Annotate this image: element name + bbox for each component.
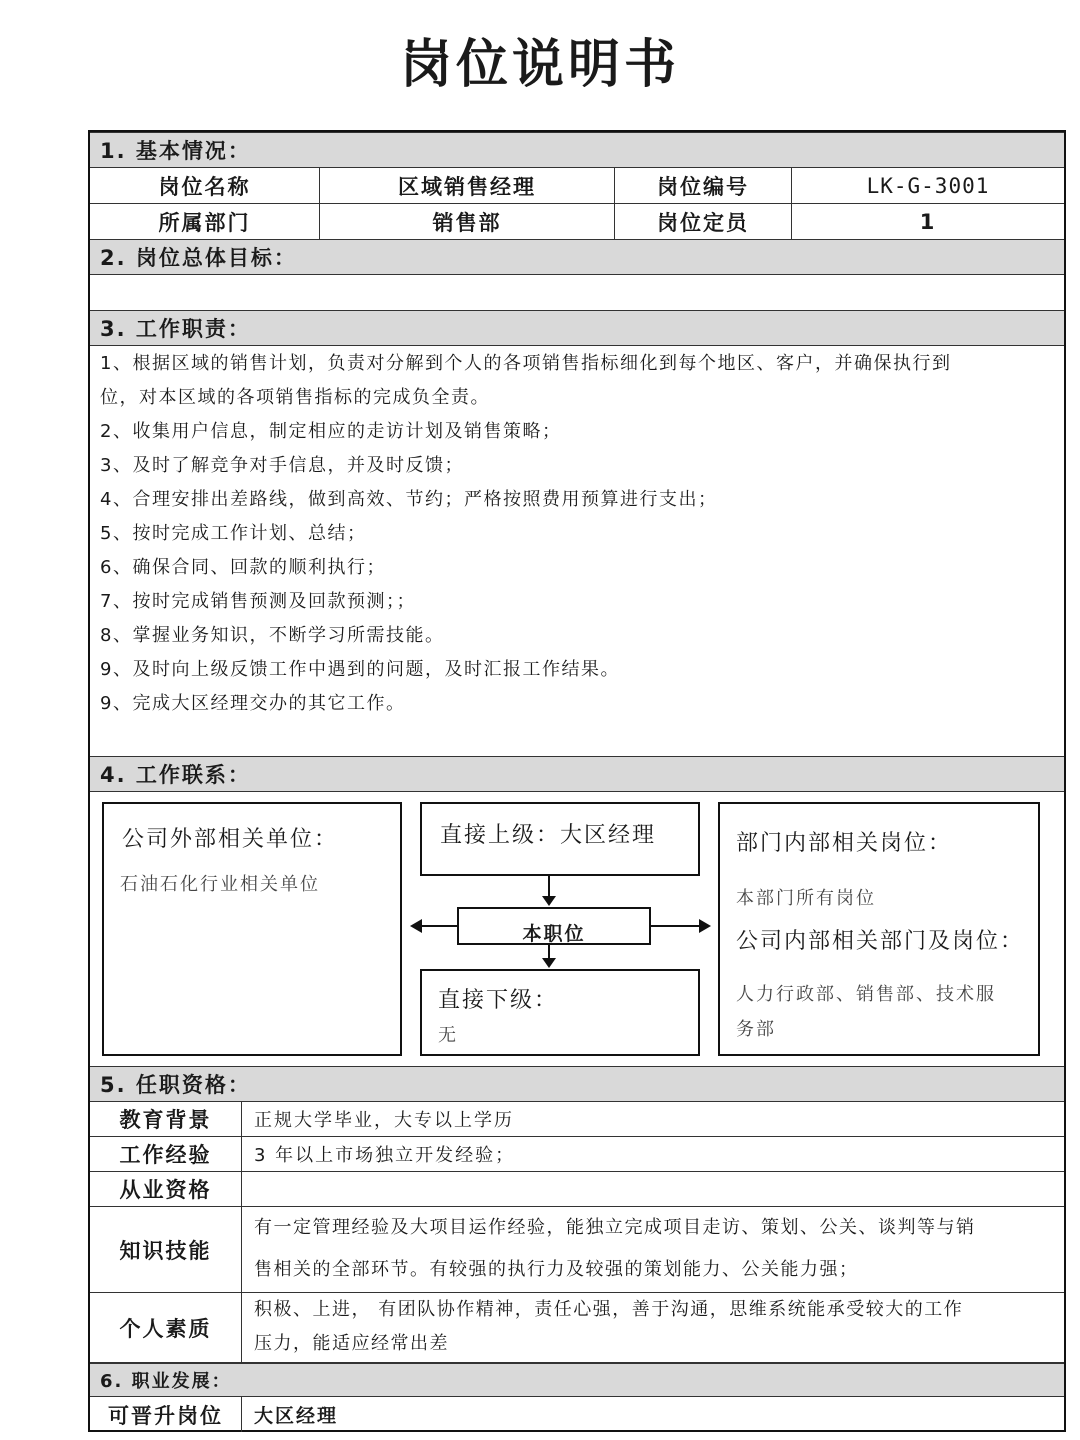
arrow-down-line <box>548 876 550 898</box>
self-position-text: 本职位 <box>522 923 586 945</box>
headcount-value: 1 <box>919 209 937 234</box>
subordinate-box <box>420 969 700 1056</box>
skills-label: 知识技能 <box>90 1207 242 1292</box>
section-career-header: 6. 职业发展： <box>90 1363 1064 1397</box>
duty-line: 6、确保合同、回款的顺利执行； <box>100 557 386 578</box>
quality-value <box>254 1293 1054 1361</box>
headcount-label: 岗位定员 <box>615 204 792 239</box>
arrow-left-head <box>410 919 422 933</box>
position-name-value: 区域销售经理 <box>320 168 615 203</box>
arrow-right-head <box>699 919 711 933</box>
education-value: 正规大学毕业，大专以上学历 <box>254 1110 514 1131</box>
company-positions-text-cont: 务部 <box>736 1019 776 1040</box>
promotion-label: 可晋升岗位 <box>90 1397 242 1432</box>
certification-label: 从业资格 <box>90 1172 242 1206</box>
position-code-label: 岗位编号 <box>615 168 792 203</box>
position-code-value: LK-G-3001 <box>866 173 990 198</box>
experience-row <box>90 1137 1064 1172</box>
superior-box <box>420 802 700 876</box>
department-label: 所属部门 <box>90 204 320 239</box>
department-value: 销售部 <box>320 204 615 239</box>
subordinate-text: 无 <box>438 1025 458 1046</box>
quality-line: 积极、上进， 有团队协作精神，责任心强，善于沟通，思维系统能承受较大的工作 <box>254 1299 964 1320</box>
self-position-box <box>457 907 651 945</box>
section-basic-header: 1. 基本情况： <box>90 132 1064 168</box>
internal-relations-box <box>718 802 1040 1056</box>
page-title: 岗位说明书 <box>399 35 680 95</box>
job-description-table <box>88 130 1066 1432</box>
company-positions-title: 公司内部相关部门及岗位： <box>736 929 1025 954</box>
duty-line: 8、掌握业务知识，不断学习所需技能。 <box>100 625 445 646</box>
certification-value <box>242 1172 1064 1206</box>
duty-line: 9、及时向上级反馈工作中遇到的问题，及时汇报工作结果。 <box>100 659 620 680</box>
duty-line: 9、完成大区经理交办的其它工作。 <box>100 693 406 714</box>
education-label: 教育背景 <box>90 1102 242 1136</box>
skills-line: 有一定管理经验及大项目运作经验，能独立完成项目走访、策划、公关、谈判等与销 <box>254 1217 976 1238</box>
experience-label: 工作经验 <box>90 1137 242 1171</box>
arrow-down-head <box>542 896 556 906</box>
company-positions-text: 人力行政部、销售部、技术服 <box>736 984 996 1005</box>
duty-line: 7、按时完成销售预测及回款预测；； <box>100 591 416 612</box>
section-qualifications-header: 5. 任职资格： <box>90 1066 1064 1102</box>
duty-line: 1、根据区域的销售计划，负责对分解到个人的各项销售指标细化到每个地区、客户，并确保执行到 <box>100 353 952 374</box>
superior-text: 直接上级：大区经理 <box>440 823 657 848</box>
duty-line: 位，对本区域的各项销售指标的完成负全责。 <box>100 387 490 408</box>
external-units-text: 石油石化行业相关单位 <box>120 874 320 895</box>
quality-row <box>90 1293 1064 1363</box>
quality-label: 个人素质 <box>90 1293 242 1362</box>
duties-list <box>100 347 1052 721</box>
section-relations-header: 4. 工作联系： <box>90 756 1064 792</box>
certification-row <box>90 1172 1064 1207</box>
section-goal-header: 2. 岗位总体目标： <box>90 239 1064 275</box>
duty-line: 4、合理安排出差路线，做到高效、节约；严格按照费用预算进行支出； <box>100 489 718 510</box>
skills-value <box>254 1207 1054 1291</box>
skills-row <box>90 1207 1064 1293</box>
basic-row-1 <box>90 168 1064 204</box>
quality-line: 压力，能适应经常出差 <box>254 1333 449 1354</box>
subordinate-title: 直接下级： <box>438 988 559 1013</box>
section-duties-header: 3. 工作职责： <box>90 310 1064 346</box>
education-row <box>90 1102 1064 1137</box>
arrow-down-head-2 <box>542 958 556 968</box>
duty-line: 5、按时完成工作计划、总结； <box>100 523 367 544</box>
promotion-value: 大区经理 <box>254 1405 339 1427</box>
arrow-right-line <box>651 925 699 927</box>
dept-positions-text: 本部门所有岗位 <box>736 888 876 909</box>
position-name-label: 岗位名称 <box>90 168 320 203</box>
basic-row-2 <box>90 204 1064 240</box>
external-units-box <box>102 802 402 1056</box>
goal-content <box>90 275 1064 311</box>
experience-value: 3 年以上市场独立开发经验； <box>254 1145 516 1166</box>
dept-positions-title: 部门内部相关岗位： <box>736 831 953 856</box>
skills-line: 售相关的全部环节。有较强的执行力及较强的策划能力、公关能力强； <box>254 1259 859 1280</box>
duty-line: 2、收集用户信息，制定相应的走访计划及销售策略； <box>100 421 562 442</box>
external-units-title: 公司外部相关单位： <box>122 827 339 852</box>
career-row <box>90 1397 1064 1432</box>
arrow-left-line <box>420 925 457 927</box>
duty-line: 3、及时了解竞争对手信息，并及时反馈； <box>100 455 464 476</box>
